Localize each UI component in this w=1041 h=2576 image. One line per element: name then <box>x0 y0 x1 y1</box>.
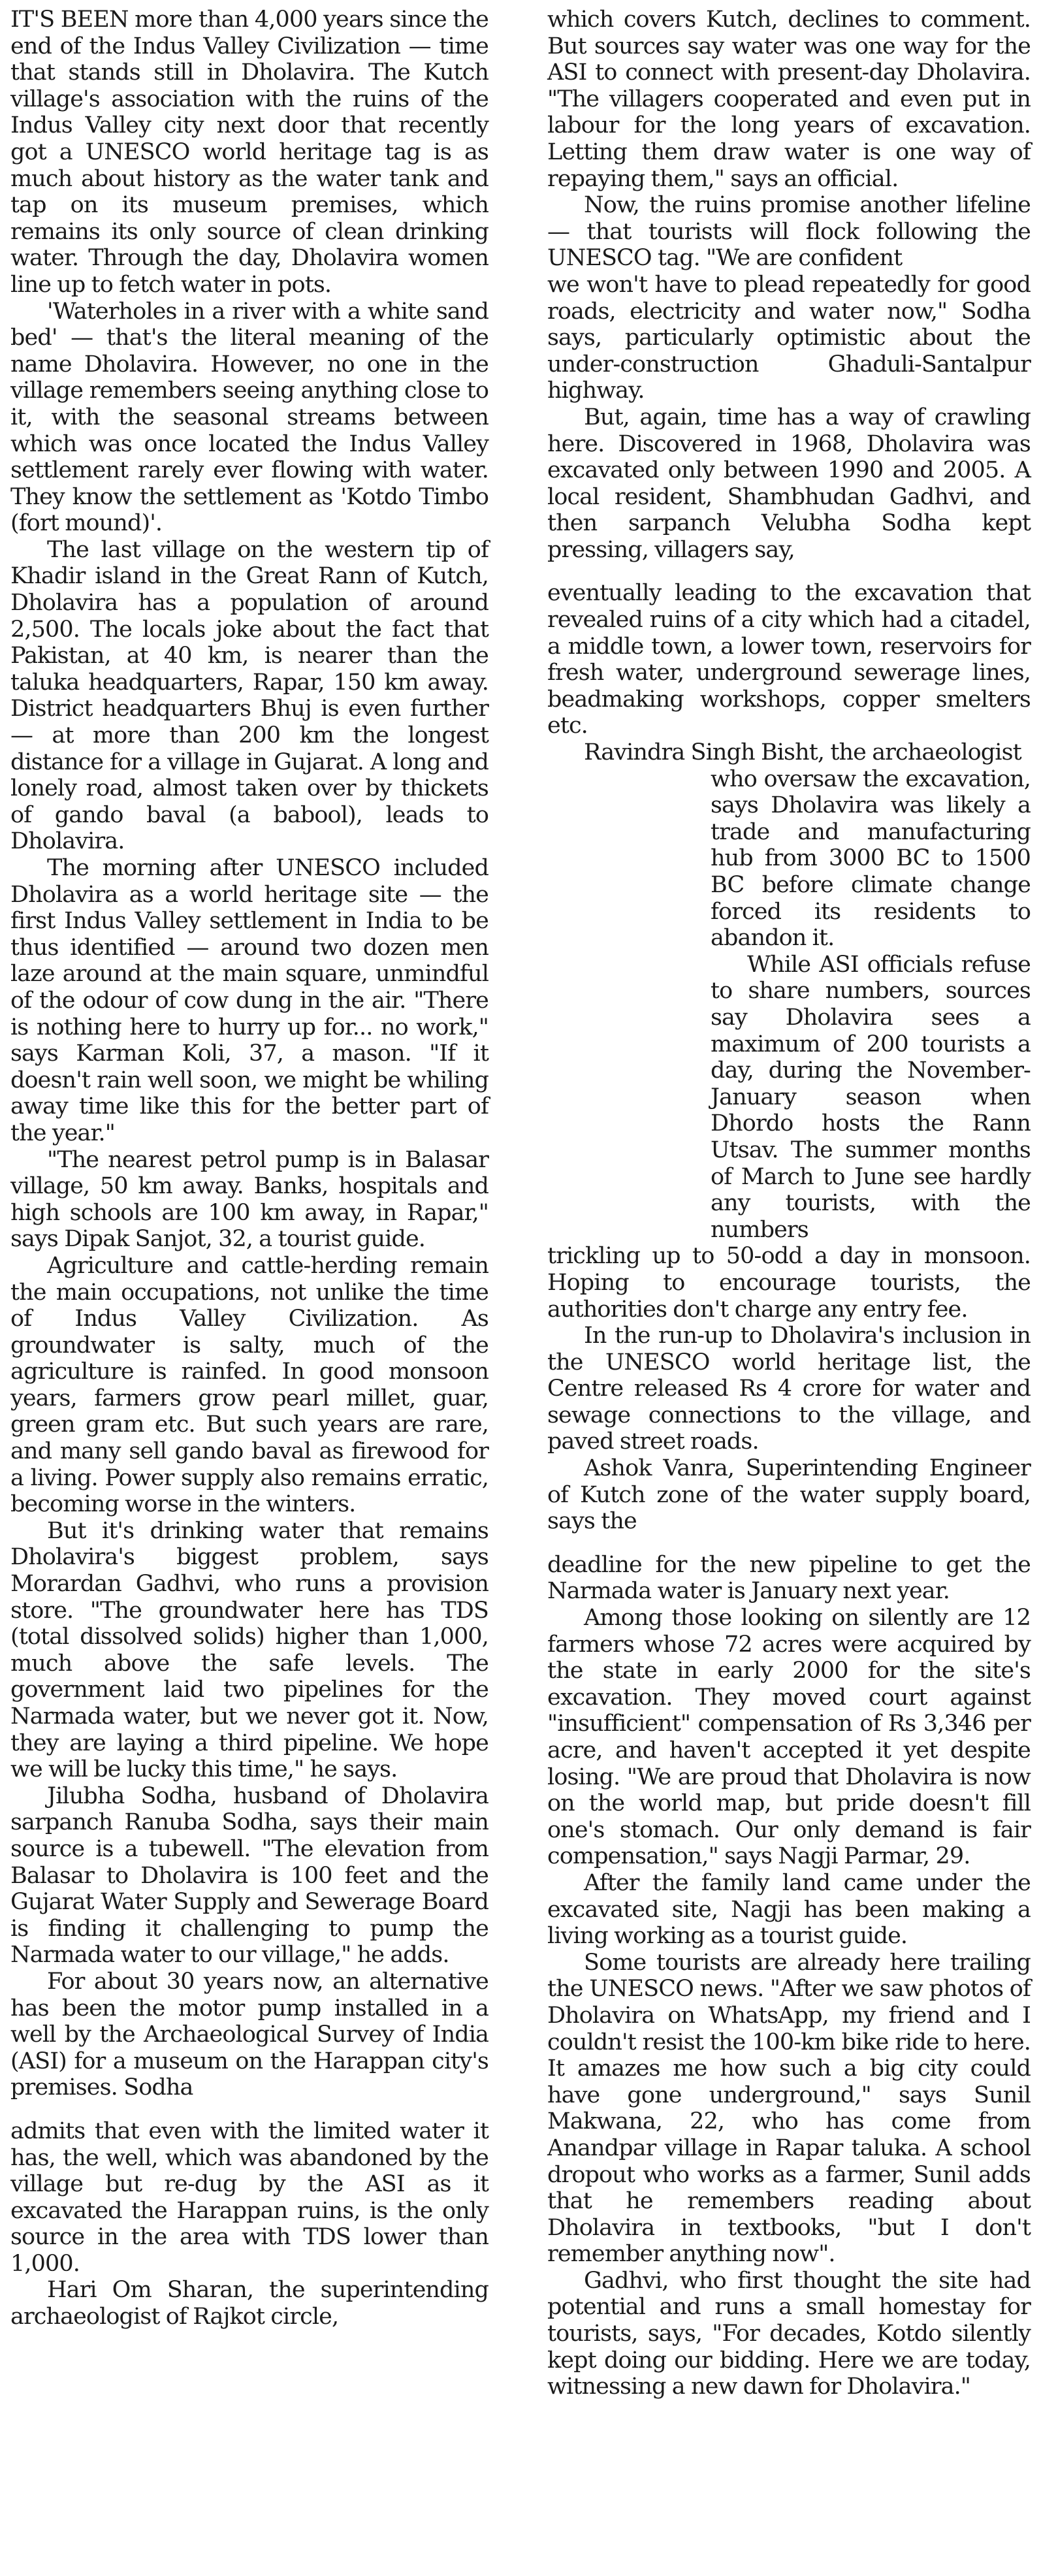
paragraph-wrapped: who oversaw the excavation, says Dholavira was likely a trade and manufacturing hub from 3000 BC to 1500 BC before climate change forced its residents to abandon it. <box>711 765 1031 952</box>
paragraph: 'Waterholes in a river with a white sand bed' — that's the literal meaning of the name Dholavira. However, no one in the village remembers seeing anything close to it, with the seasonal streams between which was once located the Indus Valley settlement rarely ever flowing with water. They know the settlement as 'Kotdo Timbo (fort mound)'. <box>10 298 488 537</box>
paragraph-continued: eventually leading to the excavation that revealed ruins of a city which had a citadel, a middle town, a lower town, reservoirs for fresh water, underground sewerage lines, beadmaking workshops, copper smelters etc. <box>547 580 1031 739</box>
paragraph: Gadhvi, who first thought the site had potential and runs a small homestay for tourists, says, "For decades, Kotdo silently kept doing our bidding. Here we are today, witnessing a new dawn for Dholavira." <box>547 2267 1031 2400</box>
paragraph: In the run-up to Dholavira's inclusion in the UNESCO world heritage list, the Centre released Rs 4 crore for water and sewage connections to the village, and paved street roads. <box>547 1323 1031 1455</box>
paragraph: Hari Om Sharan, the superintending archaeologist of Rajkot circle, <box>10 2277 488 2330</box>
paragraph: Now, the ruins promise another lifeline — that tourists will flock following the UNESCO tag. "We are confident <box>547 192 1031 272</box>
paragraph-continued: which covers Kutch, declines to comment. But sources say water was one way for the ASI to connect with present-day Dholavira. "The villagers cooperated and even put in labour for the long years of excavation. Letting them draw water is one way of repaying them," says an official. <box>547 7 1031 192</box>
paragraph: Among those looking on silently are 12 farmers whose 72 acres were acquired by the state in early 2000 for the site's excavation. They moved court against "insufficient" compensation of Rs 3,346 per acre, and haven't accepted it yet despite losing. "We are proud that Dholavira is now on the world map, but pride doesn't fill one's stomach. Our only demand is fair compensation," says Nagji Parmar, 29. <box>547 1605 1031 1870</box>
paragraph: The last village on the western tip of Khadir island in the Great Rann of Kutch, Dholavira has a population of around 2,500. The locals joke about the fact that Pakistan, at 40 km, is nearer than the taluka headquarters, Rapar, 150 km away. District headquarters Bhuj is even further — at more than 200 km the longest distance for a village in Gujarat. A long and lonely road, almost taken over by thickets of gando baval (a babool), leads to Dholavira. <box>10 536 488 855</box>
paragraph: After the family land came under the excavated site, Nagji has been making a living working as a tourist guide. <box>547 1869 1031 1950</box>
paragraph-wrapped: While ASI officials refuse to share numbers, sources say Dholavira sees a maximum of 200 tourists a day, during the November-January season when Dhordo hosts the Rann Utsav. The summer months of March to June see hardly any tourists, with the numbers <box>711 951 1031 1243</box>
paragraph-continued: admits that even with the limited water it has, the well, which was abandoned by the village but re-dug by the ASI as it excavated the Harappan ruins, is the only source in the area with TDS lower than 1,000. <box>10 2117 488 2277</box>
paragraph: The morning after UNESCO included Dholavira as a world heritage site — the first Indus Valley settlement in India to be thus identified — around two dozen men laze around at the main square, unmindful of the odour of cow dung in the air. "There is nothing here to hurry up for... no work," says Karman Koli, 37, a mason. "If it doesn't rain well soon, we might be whiling away time like this for the better part of the year." <box>10 855 488 1146</box>
paragraph-continued: deadline for the new pipeline to get the Narmada water is January next year. <box>547 1551 1031 1605</box>
paragraph: Agriculture and cattle-herding remain the main occupations, not unlike the time of Indus Valley Civilization. As groundwater is salty, much of the agriculture is rainfed. In good monsoon years, farmers grow pearl millet, guar, green gram etc. But such years are rare, and many sell gando baval as firewood for a living. Power supply also remains erratic, becoming worse in the winters. <box>10 1252 488 1518</box>
paragraph-continued: trickling up to 50-odd a day in monsoon. Hoping to encourage tourists, the authorities don't charge any entry fee. <box>547 1243 1031 1323</box>
paragraph: But it's drinking water that remains Dholavira's biggest problem, says Morardan Gadhvi, who runs a provision store. "The groundwater here has TDS (total dissolved solids) higher than 1,000, much above the safe levels. The government laid two pipelines for the Narmada water, but we never got it. Now, they are laying a third pipeline. We hope we will be lucky this time," he says. <box>10 1517 488 1783</box>
paragraph-intro: IT'S BEEN more than 4,000 years since the end of the Indus Valley Civilization — time that stands still in Dholavira. The Kutch village's association with the ruins of the Indus Valley city next door that recently got a UNESCO world heritage tag is as much about history as the water tank and tap on its museum premises, which remains its only source of clean drinking water. Through the day, Dholavira women line up to fetch water in pots. <box>10 7 488 298</box>
article-column-right <box>547 7 1031 2400</box>
paragraph: For about 30 years now, an alternative has been the motor pump installed in a well by the Archaeological Survey of India (ASI) for a museum on the Harappan city's premises. Sodha <box>10 1968 488 2101</box>
article-column-left <box>10 7 488 2330</box>
paragraph-continued: we won't have to plead repeatedly for good roads, electricity and water now," Sodha says, particularly optimistic about the under-construction Ghaduli-Santalpur highway. <box>547 271 1031 404</box>
paragraph: But, again, time has a way of crawling here. Discovered in 1968, Dholavira was excavated only between 1990 and 2005. A local resident, Shambhudan Gadhvi, and then sarpanch Velubha Sodha kept pressing, villagers say, <box>547 404 1031 563</box>
paragraph: Ravindra Singh Bisht, the archaeologist <box>584 739 1021 766</box>
paragraph: Some tourists are already here trailing the UNESCO news. "After we saw photos of Dholavira on WhatsApp, my friend and I couldn't resist the 100-km bike ride to here. It amazes me how such a big city could have gone underground," says Sunil Makwana, 22, who has come from Anandpar village in Rapar taluka. A school dropout who works as a farmer, Sunil adds that he remembers reading about Dholavira in textbooks, "but I don't remember anything now". <box>547 1949 1031 2268</box>
paragraph: Ashok Vanra, Superintending Engineer of Kutch zone of the water supply board, says the <box>547 1455 1031 1535</box>
paragraph: "The nearest petrol pump is in Balasar village, 50 km away. Banks, hospitals and high schools are 100 km away, in Rapar," says Dipak Sanjot, 32, a tourist guide. <box>10 1146 488 1253</box>
paragraph: Jilubha Sodha, husband of Dholavira sarpanch Ranuba Sodha, says their main source is a tubewell. "The elevation from Balasar to Dholavira is 100 feet and the Gujarat Water Supply and Sewerage Board is finding it challenging to pump the Narmada water to our village," he adds. <box>10 1782 488 1969</box>
